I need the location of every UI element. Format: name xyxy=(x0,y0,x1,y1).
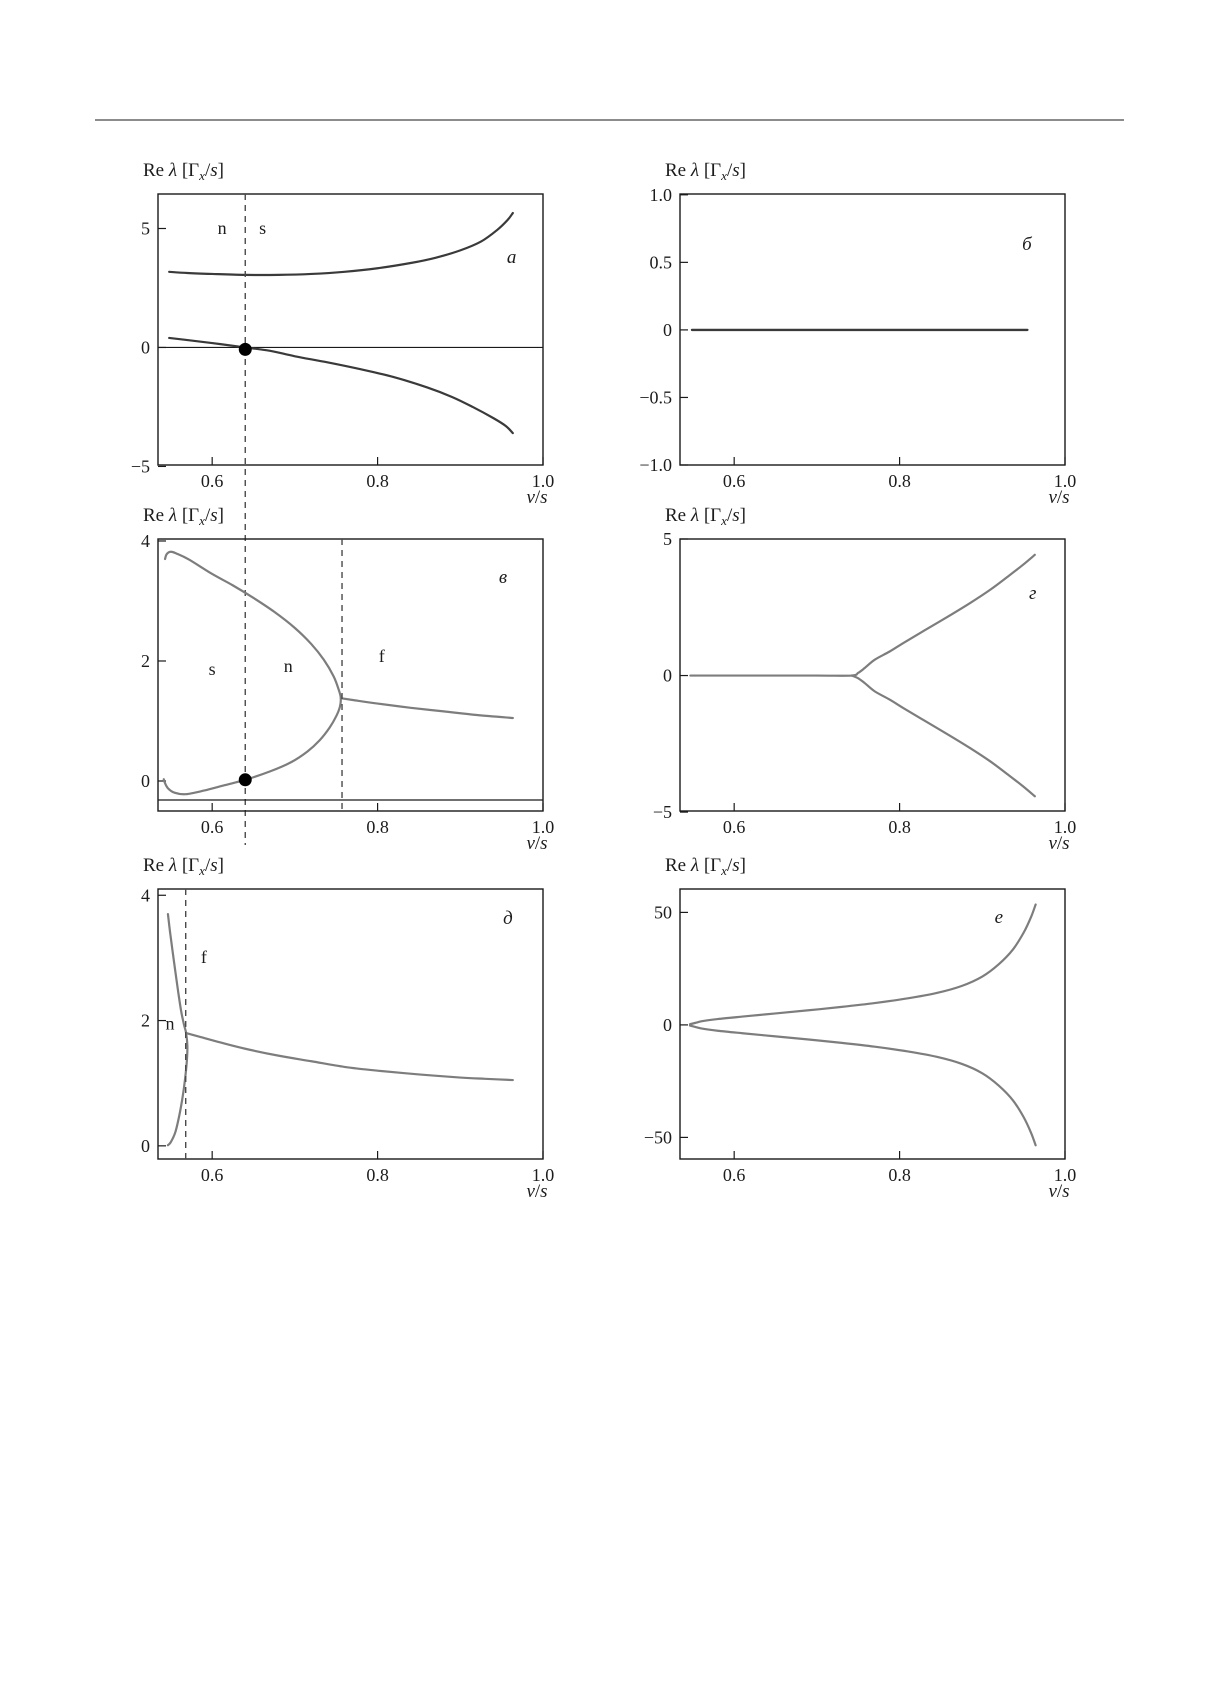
region-label-s: s xyxy=(259,217,267,238)
y-tick-label: −5 xyxy=(652,802,672,823)
plot-b xyxy=(639,160,1076,508)
y-tick-label: 0 xyxy=(141,770,150,791)
y-axis-title: Re λ $[\Gamma_x/s]$ xyxy=(665,855,746,878)
y-tick-label: 5 xyxy=(663,529,672,549)
y-tick-label: 0 xyxy=(663,665,672,686)
plot-v-series-parabola-branch xyxy=(164,552,341,795)
x-tick-label: 0.6 xyxy=(722,1165,746,1185)
plot-d xyxy=(141,855,554,1202)
x-axis-title: v/s xyxy=(526,1181,548,1202)
x-tick-label: 0.8 xyxy=(888,471,911,491)
x-tick-label: 1.0 xyxy=(531,1165,555,1185)
x-tick-label: 0.6 xyxy=(722,817,746,837)
y-tick-label: 2 xyxy=(141,1010,150,1031)
plot-e-series-lower-branch xyxy=(690,1026,1036,1146)
panel-letter-b: б xyxy=(1022,234,1032,256)
region-label-s: s xyxy=(208,658,216,679)
y-tick-label: −5 xyxy=(130,456,150,477)
plot-v-frame xyxy=(158,539,543,811)
y-tick-label: −50 xyxy=(643,1127,672,1148)
region-label-f: f xyxy=(200,946,207,967)
y-axis-title: Re λ $[\Gamma_x/s]$ xyxy=(143,160,224,183)
y-axis-title: Re λ $[\Gamma_x/s]$ xyxy=(665,160,746,183)
bifurcation-point xyxy=(239,343,252,356)
x-tick-label: 0.8 xyxy=(366,471,389,491)
bifurcation-point xyxy=(239,773,252,786)
x-tick-label: 1.0 xyxy=(531,471,555,491)
y-tick-label: 5 xyxy=(141,218,150,239)
panel-letter-a: а xyxy=(506,246,517,268)
region-label-f: f xyxy=(378,646,385,667)
x-tick-label: 1.0 xyxy=(1053,817,1077,837)
x-axis-title: v/s xyxy=(1048,833,1070,854)
plot-a-series-lower-eigenvalue xyxy=(169,338,513,433)
x-tick-label: 1.0 xyxy=(531,817,555,837)
plot-d-series-right-branch xyxy=(186,1033,513,1080)
x-tick-label: 0.8 xyxy=(888,817,911,837)
x-axis-title: v/s xyxy=(526,487,548,508)
y-tick-label: 50 xyxy=(654,902,672,923)
y-axis-title: Re λ $[\Gamma_x/s]$ xyxy=(143,505,224,528)
plot-v xyxy=(141,505,554,854)
x-tick-label: 0.8 xyxy=(366,817,389,837)
plot-e xyxy=(644,855,1076,1202)
plot-a-frame xyxy=(158,194,543,465)
plot-e-frame xyxy=(680,889,1065,1159)
y-tick-label: 4 xyxy=(141,530,150,551)
y-tick-label: 2 xyxy=(141,650,150,671)
x-tick-label: 1.0 xyxy=(1053,471,1077,491)
y-tick-label: −1.0 xyxy=(639,455,672,475)
x-axis-title: v/s xyxy=(1048,1181,1070,1202)
plot-g-series-lower-branch xyxy=(852,676,1035,797)
x-axis-title: v/s xyxy=(1048,487,1070,508)
y-tick-label: 0 xyxy=(663,319,672,340)
y-tick-label: 0 xyxy=(141,1135,150,1156)
x-tick-label: 1.0 xyxy=(1053,1165,1077,1185)
y-tick-label: 0 xyxy=(663,1014,672,1035)
region-label-n: n xyxy=(165,1013,175,1034)
y-tick-label: 4 xyxy=(141,885,150,906)
plot-e-series-upper-branch xyxy=(690,905,1036,1025)
panel-letter-v: в xyxy=(498,566,508,588)
y-tick-label: 1.0 xyxy=(649,184,672,205)
y-tick-label: −0.5 xyxy=(639,387,672,408)
x-tick-label: 0.8 xyxy=(888,1165,911,1185)
y-axis-title: Re λ $[\Gamma_x/s]$ xyxy=(143,855,224,878)
plot-v-series-right-branch xyxy=(341,698,513,718)
x-axis-title: v/s xyxy=(526,833,548,854)
x-tick-label: 0.6 xyxy=(722,471,746,491)
y-tick-label: 0 xyxy=(141,337,150,358)
plot-g-series-upper-branch xyxy=(690,555,1037,676)
y-tick-label: 0.5 xyxy=(649,252,672,273)
y-axis-title: Re λ $[\Gamma_x/s]$ xyxy=(665,505,746,528)
x-tick-label: 0.6 xyxy=(200,1165,224,1185)
panel-letter-d: д xyxy=(503,908,513,930)
x-tick-label: 0.6 xyxy=(200,471,224,491)
panel-letter-g: г xyxy=(1029,582,1037,604)
plot-d-frame xyxy=(158,889,543,1159)
region-label-n: n xyxy=(217,217,227,238)
x-tick-label: 0.6 xyxy=(200,817,224,837)
x-tick-label: 0.8 xyxy=(366,1165,389,1185)
plot-g xyxy=(653,505,1076,854)
region-label-n: n xyxy=(283,655,293,676)
panel-letter-e: е xyxy=(994,906,1004,928)
